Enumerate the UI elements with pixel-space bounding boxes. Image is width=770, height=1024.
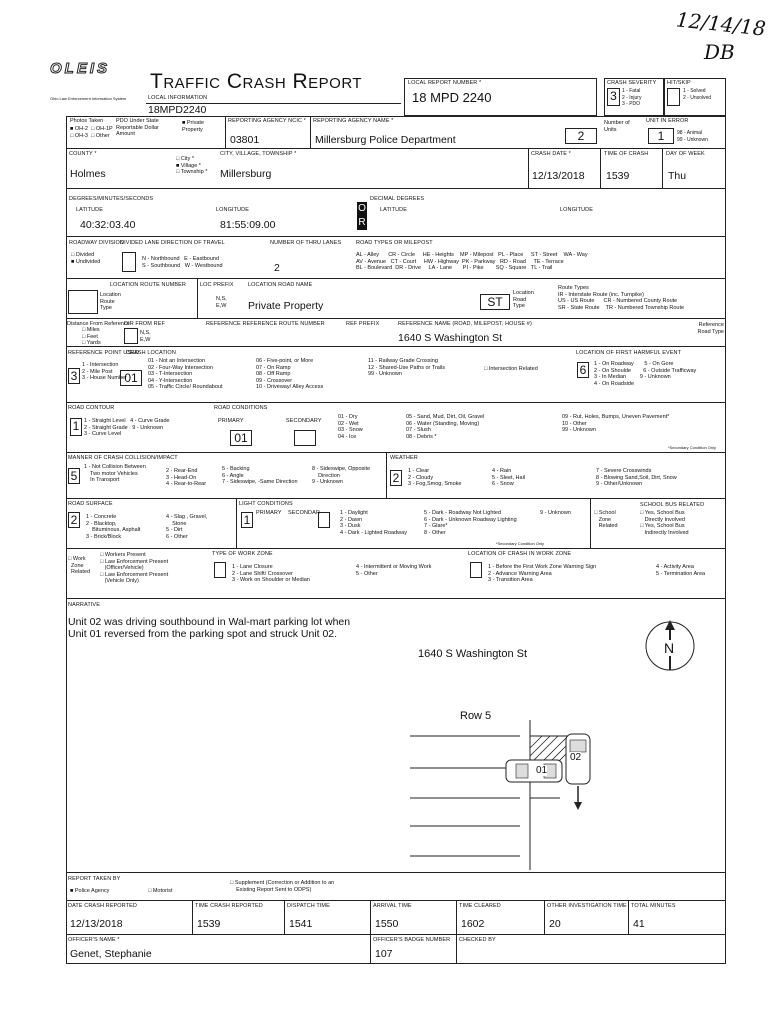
handwritten-initials: DB <box>704 40 735 64</box>
decimal-latitude-label: LATITUDE <box>380 207 407 213</box>
roadway-division-options: □ Divided ■ Undivided <box>71 252 101 265</box>
diagram-row-label: Row 5 <box>460 710 492 722</box>
photos-taken: Photos Taken <box>70 118 104 124</box>
loc-road-name-label: LOCATION ROAD NAME <box>248 282 313 288</box>
road-types-list: AL - Alley CR - Circle HE - Heights MP - Milepost PL - Place ST - Street WA - Way AV - Avenue CT - Court HW - Highway PK - Parkway RD - Road TE - Terrace BL - Boulevard DR - Drive LA - Lane PI - Pike SQ - Square TL - Trail <box>356 252 588 271</box>
lane-direction-options: N - Northbound E - Eastbound S - Southbound W - Westbound <box>142 256 223 269</box>
first-harmful-label: LOCATION OF FIRST HARMFUL EVENT <box>576 350 682 356</box>
dir-from-ref-options: N,S, E,W <box>140 330 151 343</box>
primary-condition-code: 01 <box>230 430 252 446</box>
manner-collision-label: MANNER OF CRASH COLLISION/IMPACT <box>68 455 178 461</box>
work-zone-related: □ Work Zone Related <box>68 556 91 575</box>
loc-prefix-options: N,S, E,W <box>216 296 227 309</box>
agency-name: Millersburg Police Department <box>315 134 456 146</box>
school-bus-options: □ Yes, School Bus Directly Involved □ Yes, School Bus Indirectly Involved <box>640 510 689 536</box>
agency-name-label: REPORTING AGENCY NAME * <box>313 118 394 124</box>
longitude-label: LONGITUDE <box>216 207 249 213</box>
collision-options-a: 1 - Not Collision Between Two motor Vehicles In Transport <box>84 464 146 483</box>
road-surface-label: ROAD SURFACE <box>68 501 113 507</box>
diagram-street-name: 1640 S Washington St <box>418 648 528 660</box>
time-reported-label: TIME CRASH REPORTED <box>195 903 263 909</box>
day-of-week-label: DAY OF WEEK <box>666 151 705 157</box>
latitude-label: LATITUDE <box>76 207 103 213</box>
unit-01-label: 01 <box>536 765 548 776</box>
collision-options-d: 8 - Sideswipe, Opposite Direction 9 - Unknown <box>312 466 371 485</box>
collision-options-b: 2 - Rear-End 3 - Head-On 4 - Rear-to-Rear <box>166 468 207 487</box>
crash-severity-label: CRASH SEVERITY <box>607 80 657 86</box>
reference-route-label: REFERENCE REFERENCE ROUTE NUMBER <box>206 321 325 327</box>
light-secondary-label: SECONDAR <box>288 510 320 516</box>
primary-condition-label: PRIMARY <box>218 418 244 424</box>
road-conditions-label: ROAD CONDITIONS <box>214 405 268 411</box>
loc-road-name: Private Property <box>248 300 324 312</box>
hit-skip-options: 1 - Solved 2 - Unsolved <box>683 88 712 101</box>
crash-date: 12/13/2018 <box>532 170 585 182</box>
supplement: □ Supplement (Correction or Addition to an Existing Report Sent to ODPS) <box>230 880 335 893</box>
time-cleared: 1602 <box>461 918 485 930</box>
oleis-logo: OLEIS Ohio Law Enforcement Information System <box>50 60 127 101</box>
local-report-label: LOCAL REPORT NUMBER * <box>408 80 482 86</box>
parking-lines <box>410 720 580 870</box>
school-zone-related: □ School Zone Related <box>594 510 618 529</box>
road-contour-code: 1 <box>70 418 82 436</box>
decimal-degrees-label: DECIMAL DEGREES <box>370 196 425 202</box>
other-investigation-label: OTHER INVESTIGATION TIME <box>547 903 627 909</box>
north-label: N <box>664 640 675 656</box>
private-property: ■ Private Property <box>182 120 204 133</box>
dir-from-ref-label: DIR FROM REF <box>124 321 165 327</box>
route-types-list: Route Types IR - Interstate Route (inc. Turnpike) US - US Route CR - Numbered County Route SR - State Route TR - Numbered Township Route <box>558 285 685 311</box>
road-surface-options-a: 1 - Concrete 2 - Blacktop, Bituminous, Asphalt 3 - Brick/Block <box>86 514 141 540</box>
manner-collision-code: 5 <box>68 468 80 484</box>
loc-prefix-label: LOC PREFIX <box>200 282 234 288</box>
motorist: □ Motorist <box>148 888 173 894</box>
unit-01-vehicle <box>506 760 562 782</box>
other-investigation: 20 <box>549 918 561 930</box>
road-conditions-options-a: 01 - Dry 02 - Wet 03 - Snow 04 - Ice <box>338 414 363 440</box>
reference-name: 1640 S Washington St <box>398 332 503 344</box>
loc-road-type-label: Location Road Type <box>513 290 534 309</box>
ref-point-code: 3 <box>68 368 80 384</box>
arrival-time: 1550 <box>375 918 399 930</box>
latitude-value: 40:32:03.40 <box>80 219 136 231</box>
badge-number: 107 <box>375 948 393 960</box>
work-zone-location-label: LOCATION OF CRASH IN WORK ZONE <box>468 551 572 557</box>
officer-name-label: OFFICER'S NAME * <box>68 937 120 943</box>
date-reported: 12/13/2018 <box>70 918 123 930</box>
dispatch-time: 1541 <box>289 918 313 930</box>
work-zone-type-options-b: 4 - Intermittent or Moving Work 5 - Other <box>356 564 432 577</box>
roadway-division-label: ROADWAY DIVISION <box>69 240 124 246</box>
location-route-label: LOCATION ROUTE NUMBER <box>110 282 186 288</box>
date-reported-label: DATE CRASH REPORTED <box>68 903 137 909</box>
crash-location-code: 01 <box>120 370 142 386</box>
road-types-label: ROAD TYPES OR MILEPOST <box>356 240 433 246</box>
unit-error-label: UNIT IN ERROR <box>646 118 689 124</box>
intersection-related: □ Intersection Related <box>484 366 538 372</box>
city-label: CITY, VILLAGE, TOWNSHIP * <box>220 151 297 157</box>
thru-lanes-value: 2 <box>274 262 280 274</box>
first-harmful-options: 1 - On Roadway 5 - On Gore 2 - On Shoulde 6 - Outside Trafficway 3 - In Median 9 - Unknown 4 - On Roadside <box>594 361 697 387</box>
weather-label: WEATHER <box>390 455 418 461</box>
lane-direction-label: DIVIDED LANE DIRECTION OF TRAVEL <box>120 240 225 246</box>
crash-location-label: CRASH LOCATION <box>126 350 176 356</box>
work-zone-type-options: 1 - Lane Closure 2 - Lane Shift/ Crossover 3 - Work on Shoulder or Median <box>232 564 310 583</box>
county-label: COUNTY * <box>69 151 97 157</box>
checked-by-label: CHECKED BY <box>459 937 496 943</box>
distance-from-ref-label: Distance From Reference <box>67 321 130 327</box>
badge-number-label: OFFICER'S BADGE NUMBER <box>373 937 451 943</box>
work-zone-location-options: 1 - Before the First Work Zone Warning Sign 2 - Advance Warning Area 3 - Transition Area <box>488 564 597 583</box>
decimal-longitude-label: LONGITUDE <box>560 207 593 213</box>
weather-code: 2 <box>390 470 402 486</box>
road-conditions-options-c: 09 - Rut, Holes, Bumps, Uneven Pavement* 10 - Other 99 - Unknown <box>562 414 670 433</box>
unit-error-code: 1 <box>648 128 674 144</box>
road-contour-label: ROAD CONTOUR <box>68 405 115 411</box>
hit-skip-label: HIT/SKIP <box>667 80 691 86</box>
ref-point-label: REFERENCE POINT USED <box>68 350 139 356</box>
location-route-type-label: Location Route Type <box>100 292 121 311</box>
light-options-a: 1 - Daylight 2 - Dawn 3 - Dusk 4 - Dark - Lighted Roadway <box>340 510 407 536</box>
school-bus-label: SCHOOL BUS RELATED <box>640 502 705 508</box>
total-minutes-label: TOTAL MINUTES <box>631 903 676 909</box>
road-contour-options: 1 - Straight Level 4 - Curve Grade 2 - Straight Grade 9 - Unknown 3 - Curve Level <box>84 418 170 437</box>
unit-error-options: 98 - Animal 99 - Unknown <box>677 130 708 143</box>
workers-present-options: □ Workers Present □ Law Enforcement Present (Officer/Vehicle) □ Law Enforcement Present (Vehicle Only) <box>100 552 169 584</box>
light-secondary-note: *Secondary Condition Only <box>496 541 545 546</box>
distance-options: □ Miles □ Feet □ Yards <box>82 327 101 346</box>
weather-options-b: 4 - Rain 5 - Sleet, Hail 6 - Snow <box>492 468 526 487</box>
total-minutes: 41 <box>633 918 645 930</box>
police-agency: ■ Police Agency <box>70 888 110 894</box>
local-report-number: 18 MPD 2240 <box>412 90 492 105</box>
time-cleared-label: TIME CLEARED <box>459 903 501 909</box>
photo-options: ■ OH-2 □ OH-1P □ OH-3 □ Other <box>70 126 113 139</box>
narrative-text: Unit 02 was driving southbound in Wal-mart parking lot when Unit 01 reversed from the parking spot and struck Unit 02. <box>68 616 351 640</box>
loc-road-type: ST <box>480 294 510 310</box>
reference-road-type-label: Reference Road Type <box>697 322 724 335</box>
road-conditions-options-b: 05 - Sand, Mud, Dirt, Oil, Gravel 06 - Water (Standing, Moving) 07 - Slush 08 - Debris * <box>406 414 485 440</box>
road-surface-options-b: 4 - Slag , Gravel, Stone 5 - Dirt 6 - Other <box>166 514 208 540</box>
local-info-value: 18MPD2240 <box>148 104 207 116</box>
day-of-week: Thu <box>668 170 687 182</box>
crash-time-label: TIME OF CRASH <box>604 151 649 157</box>
or-separator: O R <box>358 203 366 228</box>
number-of-units-label: Number of Units <box>604 120 630 133</box>
crash-location-options-b: 06 - Five-point, or More 07 - On Ramp 08 - Off Ramp 09 - Crossover 10 - Driveway/ Alley Access <box>256 358 324 390</box>
dispatch-time-label: DISPATCH TIME <box>287 903 330 909</box>
reference-name-label: REFERENCE NAME (ROAD, MILEPOST, HOUSE #) <box>398 321 532 327</box>
city-value: Millersburg <box>220 168 272 180</box>
work-zone-location-options-b: 4 - Activity Area 5 - Termination Area <box>656 564 706 577</box>
crash-severity-options: 1 - Fatal 2 - Injury 3 - PDO <box>622 88 642 107</box>
light-primary-label: PRIMARY <box>256 510 282 516</box>
ref-point-options: 1 - Intersection 2 - Mile Post 3 - House Number <box>82 362 127 381</box>
local-info-label: LOCAL INFORMATION <box>148 95 208 101</box>
narrative-label: NARRATIVE <box>68 602 100 608</box>
officer-name: Genet, Stephanie <box>70 948 152 960</box>
weather-options-a: 1 - Clear 2 - Cloudy 3 - Fog,Smog, Smoke <box>408 468 462 487</box>
secondary-condition-note: *Secondary Condition Only <box>668 445 717 450</box>
first-harmful-code: 6 <box>577 362 589 378</box>
crash-time: 1539 <box>606 170 630 182</box>
weather-options-c: 7 - Severe Crosswinds 8 - Blowing Sand,Soil, Dirt, Snow 9 - Other/Unknown <box>596 468 677 487</box>
longitude-value: 81:55:09.00 <box>220 219 276 231</box>
handwritten-date: 12/14/18 <box>674 7 767 41</box>
crash-severity-code: 3 <box>607 88 620 106</box>
crash-date-label: CRASH DATE * <box>531 151 571 157</box>
ncic-label: REPORTING AGENCY NCIC * <box>228 118 306 124</box>
number-of-units: 2 <box>565 128 597 144</box>
secondary-condition-label: SECONDARY <box>286 418 322 424</box>
light-options-b: 5 - Dark - Roadway Not Lighted 6 - Dark - Unknown Roadway Lighting 7 - Glare* 8 - Other <box>424 510 517 536</box>
time-reported: 1539 <box>197 918 221 930</box>
city-type-options: □ City * ■ Village * □ Township * <box>176 156 208 175</box>
arrival-time-label: ARRIVAL TIME <box>373 903 412 909</box>
unit-02-label: 02 <box>570 752 582 763</box>
deg-min-sec-label: DEGREES/MINUTES/SECONDS <box>69 196 154 202</box>
crash-location-options-c: 11 - Railway Grade Crossing 12 - Shared-Use Paths or Trails 99 - Unknown <box>368 358 446 377</box>
road-surface-code: 2 <box>68 512 80 528</box>
collision-options-c: 5 - Backing 6 - Angle 7 - Sideswipe, -Same Direction <box>222 466 298 485</box>
work-zone-type-label: TYPE OF WORK ZONE <box>212 551 273 557</box>
ref-prefix-label: REF PREFIX <box>346 321 380 327</box>
report-taken-label: REPORT TAKEN BY <box>68 876 121 882</box>
county-value: Holmes <box>70 168 106 180</box>
crash-location-options-a: 01 - Not an Intersection 02 - Four-Way Intersection 03 - T-Intersection 04 - Y-Intersection 05 - Traffic Circle/ Roundabout <box>148 358 223 390</box>
light-options-c: 9 - Unknown <box>540 510 571 516</box>
thru-lanes-label: NUMBER OF THRU LANES <box>270 240 342 246</box>
pdo-label: PDO Under State Reportable Dollar Amount <box>116 118 159 137</box>
light-conditions-label: LIGHT CONDITIONS <box>239 501 293 507</box>
ncic-value: 03801 <box>230 134 260 146</box>
report-title: Traffic Crash Report <box>150 70 363 93</box>
light-primary-code: 1 <box>241 512 253 528</box>
